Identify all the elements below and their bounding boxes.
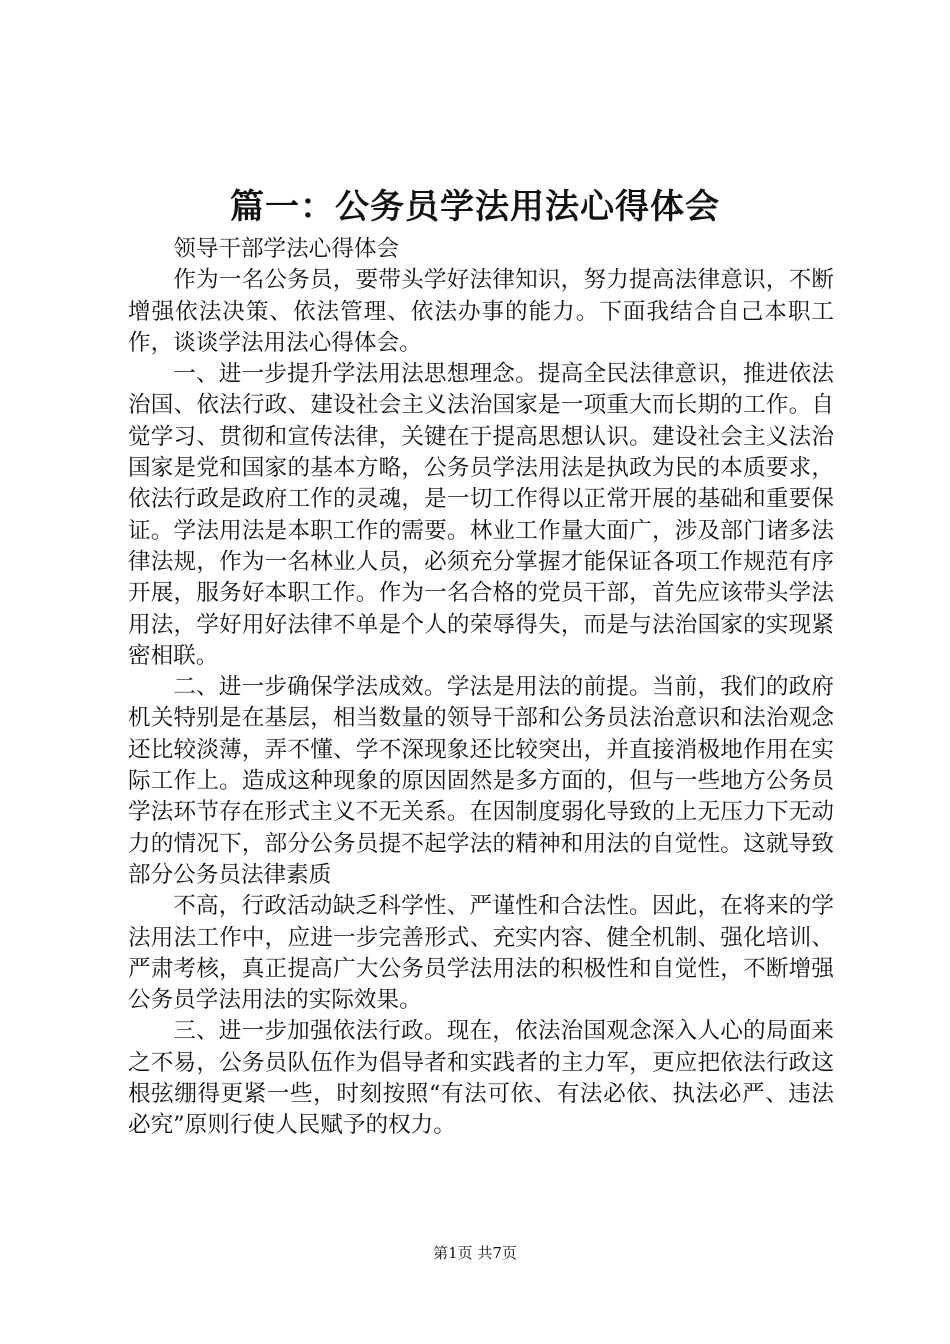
paragraph-section-2: 二、进一步确保学法成效。学法是用法的前提。当前，我们的政府机关特别是在基层，相当数量的领导干部和公务员法治意识和法治观念还比较淡薄，弄不懂、学不深现象还比较突出，并直接消极地作用在实际工作上。造成这种现象的原因固然是多方面的，但与一些地方公务员学法环节存在形式主义不无关系。在因制度弱化导致的上无压力下无动力的情况下，部分公务员提不起学法的精神和用法的自觉性。这就导致部分公务员法律素质 — [128, 674, 834, 888]
paragraph-section-2-continued: 不高，行政活动缺乏科学性、严谨性和合法性。因此，在将来的学法用法工作中，应进一步完善形式、充实内容、健全机制、强化培训、严肃考核，真正提高广大公务员学法用法的积极性和自觉性，不断增强公务员学法用法的实际效果。 — [128, 893, 834, 1014]
paragraph-intro: 作为一名公务员，要带头学好法律知识，努力提高法律意识，不断增强依法决策、依法管理、依法办事的能力。下面我结合自己本职工作，谈谈学法用法心得体会。 — [128, 267, 834, 356]
document-body — [128, 234, 834, 1142]
paragraph-section-3: 三、进一步加强依法行政。现在，依法治国观念深入人心的局面来之不易，公务员队伍作为倡导者和实践者的主力军，更应把依法行政这根弦绷得更紧一些，时刻按照“有法可依、有法必依、执法必严、违法必究”原则行使人民赋予的权力。 — [128, 1018, 834, 1139]
document-subtitle: 领导干部学法心得体会 — [173, 236, 400, 262]
document-title: 篇一：公务员学法用法心得体会 — [230, 187, 720, 227]
page-number-footer: 第1页 共7页 — [433, 1244, 517, 1262]
paragraph-section-1: 一、进一步提升学法用法思想理念。提高全民法律意识，推进依法治国、依法行政、建设社会主义法治国家是一项重大而长期的工作。自觉学习、贯彻和宣传法律，关键在于提高思想认识。建设社会主义法治国家是党和国家的基本方略，公务员学法用法是执政为民的本质要求，依法行政是政府工作的灵魂，是一切工作得以正常开展的基础和重要保证。学法用法是本职工作的需要。林业工作量大面广，涉及部门诸多法律法规，作为一名林业人员，必须充分掌握才能保证各项工作规范有序开展，服务好本职工作。作为一名合格的党员干部，首先应该带头学法用法，学好用好法律不单是个人的荣辱得失，而是与法治国家的实现紧密相联。 — [128, 361, 834, 669]
